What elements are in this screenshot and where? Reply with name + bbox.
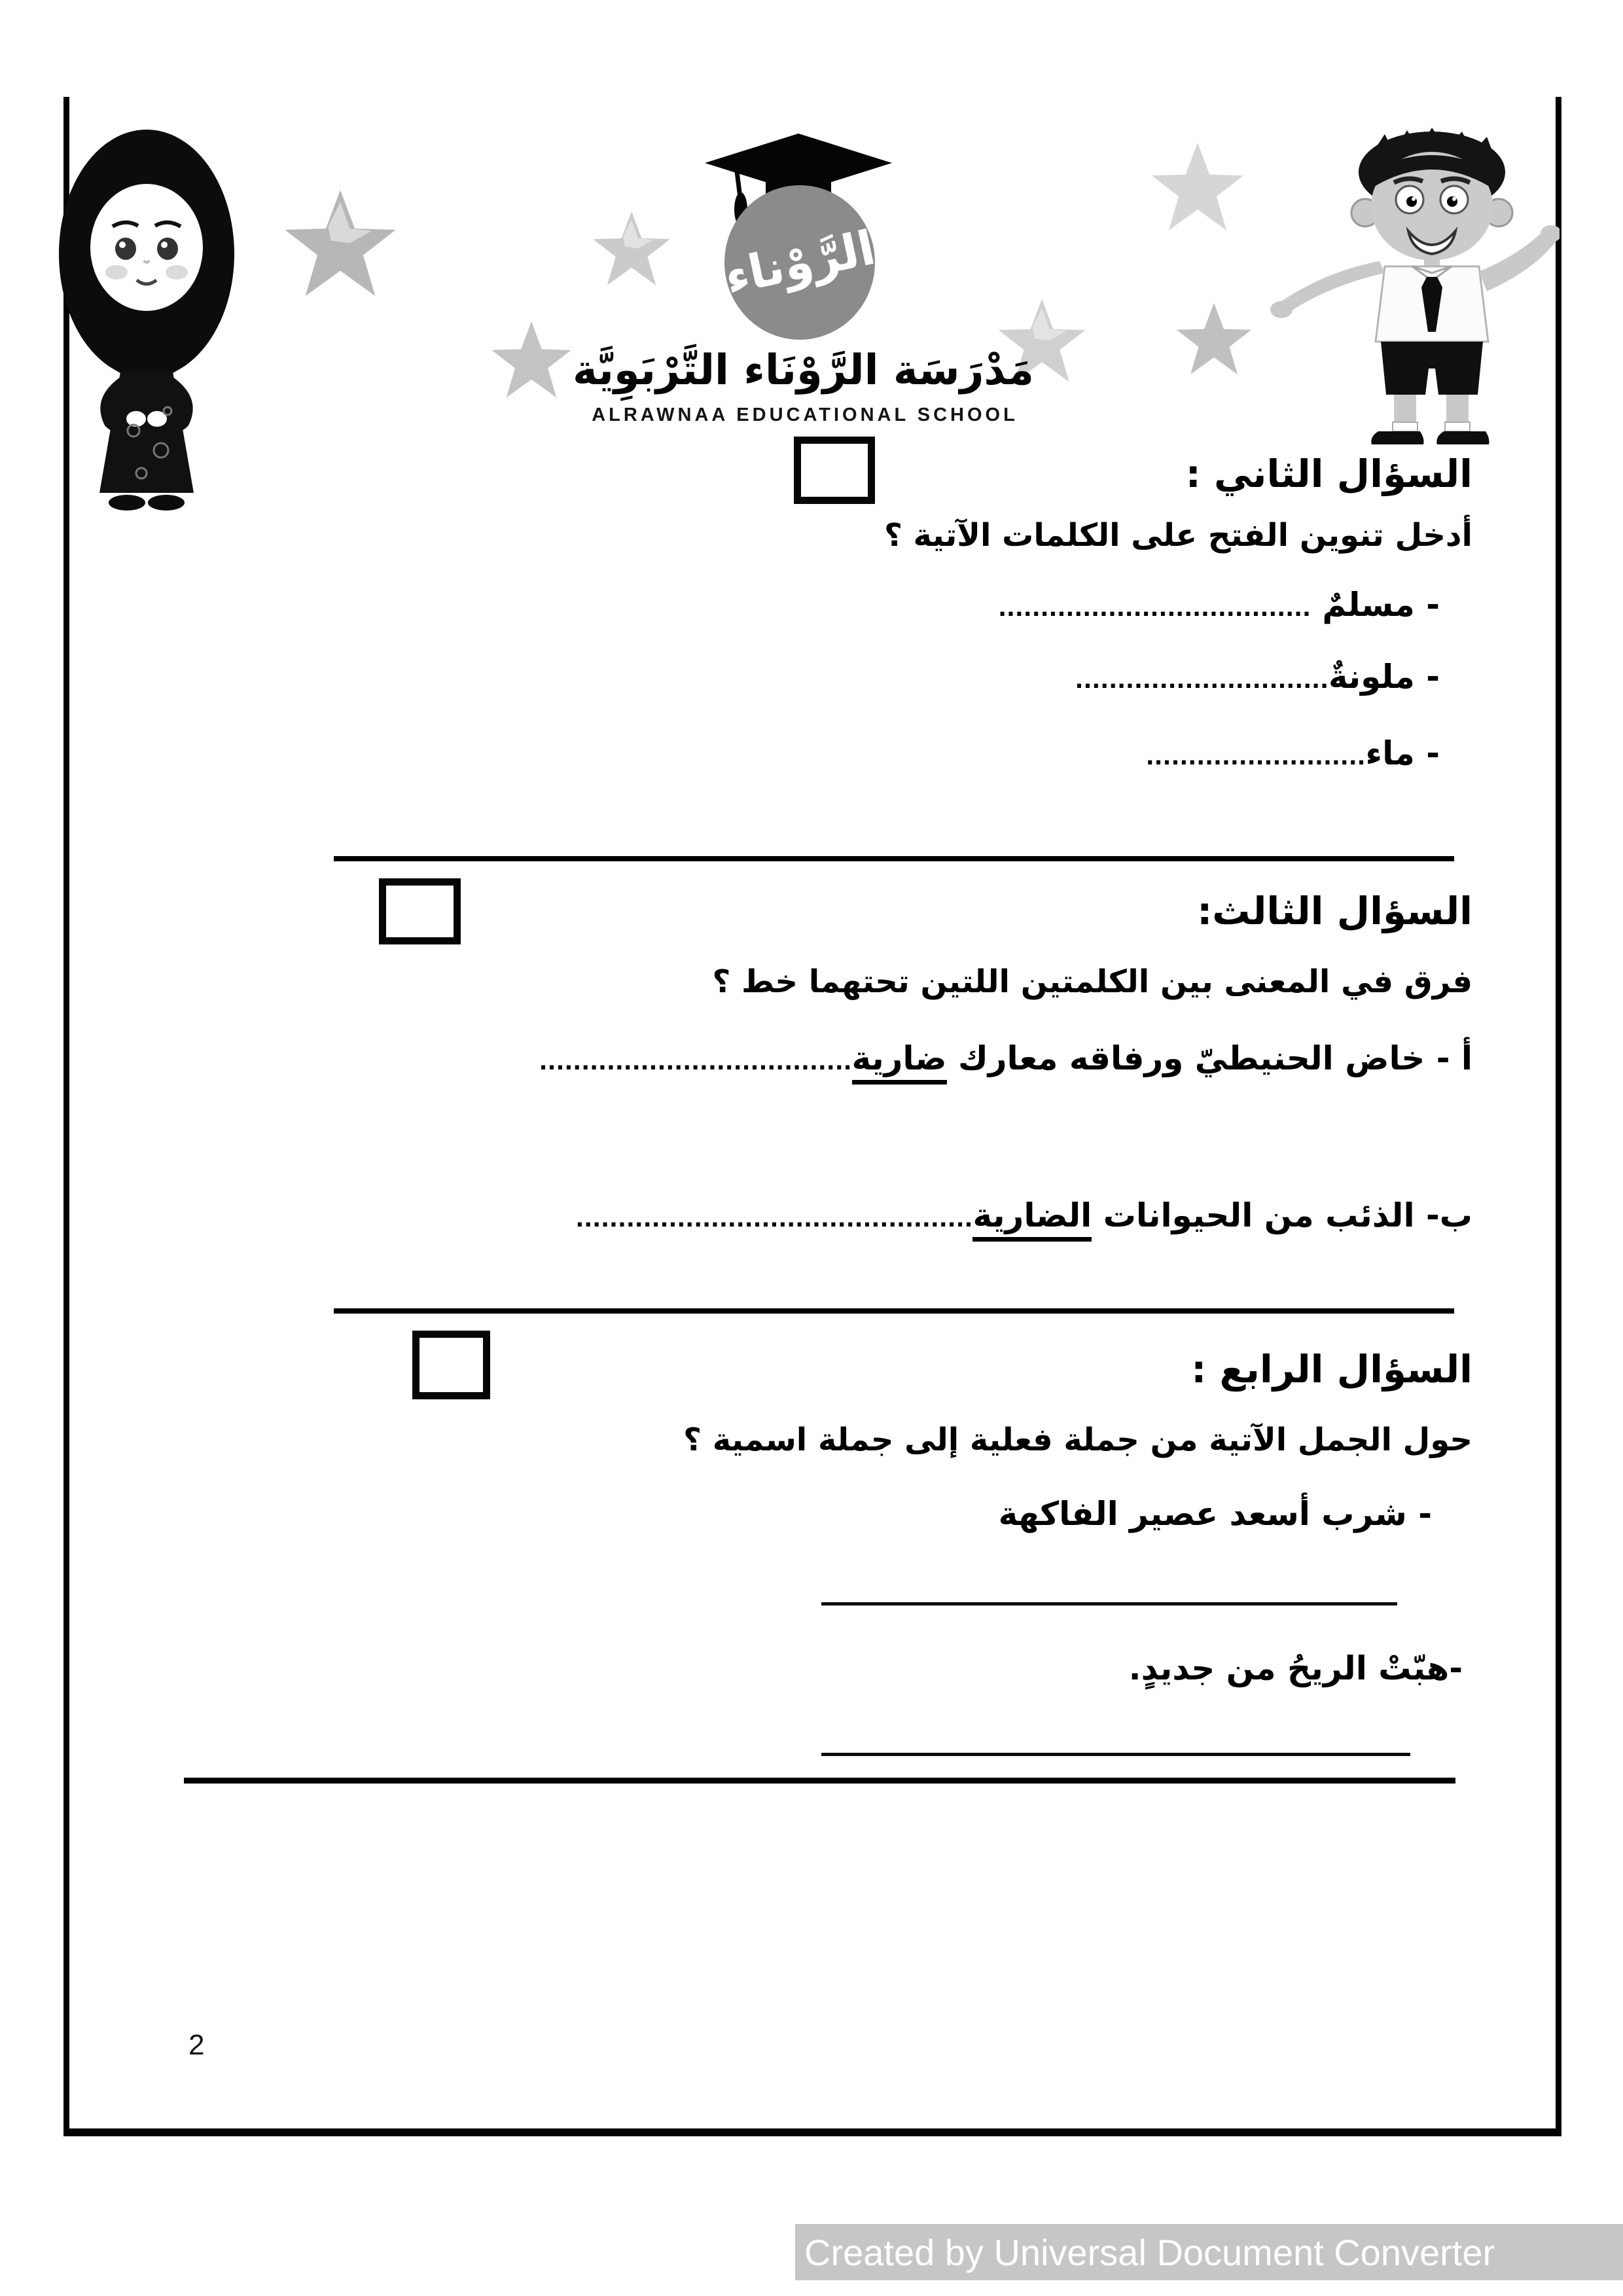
school-logo-monogram: الرَّوْناء — [719, 219, 880, 306]
q2-title: السؤال الثاني : — [1185, 452, 1472, 496]
page-number: 2 — [188, 2029, 205, 2061]
q4-sentence: -هبّتْ الريحُ من جديدٍ. — [1128, 1649, 1463, 1687]
school-name-latin: ALRAWNAA EDUCATIONAL SCHOOL — [592, 404, 1018, 425]
q2-item-row — [1146, 734, 1440, 772]
dotted-answer-line: ..................................... — [998, 596, 1311, 622]
answer-line — [821, 1602, 1397, 1605]
q3-item-underlined-word: ضارية — [852, 1039, 947, 1085]
star-icon — [590, 208, 673, 292]
q3-item-row — [539, 1039, 1472, 1077]
q3-item-underlined-word: الضارية — [972, 1196, 1092, 1242]
answer-checkbox-q2[interactable] — [794, 437, 875, 504]
section-divider — [334, 1308, 1454, 1314]
q4-prompt: حول الجمل الآتية من جملة فعلية إلى جملة اسمية ؟ — [683, 1422, 1472, 1458]
footer-watermark-band — [795, 2224, 1623, 2280]
answer-line — [821, 1753, 1410, 1756]
girl-student-illustration — [55, 123, 238, 516]
school-logo-circle — [719, 185, 880, 340]
dotted-answer-line: ............................................... — [575, 1206, 973, 1232]
dotted-answer-line: ..................................... — [539, 1049, 852, 1075]
q2-prompt: أدخل تنوين الفتح على الكلمات الآتية ؟ — [883, 517, 1472, 554]
q3-item-row — [575, 1196, 1472, 1234]
star-icon — [280, 185, 401, 306]
dotted-answer-line: .............................. — [1075, 668, 1329, 694]
q2-item-row — [1075, 658, 1440, 696]
q2-item-word: - ملونةٌ — [1329, 658, 1440, 696]
q3-item-lead: أ - خاض الحنيطيّ ورفاقه معارك — [946, 1039, 1472, 1077]
boy-student-illustration — [1216, 115, 1560, 452]
dotted-answer-line: .......................... — [1145, 744, 1366, 770]
q4-sentence: - شرب أسعد عصير الفاكهة — [998, 1495, 1432, 1533]
q3-title: السؤال الثالث: — [1197, 889, 1472, 933]
q4-title: السؤال الرابع : — [1191, 1347, 1472, 1391]
page-border-bottom — [63, 2128, 1561, 2136]
star-icon — [488, 318, 575, 404]
answer-checkbox-q3[interactable] — [379, 878, 461, 944]
section-divider — [334, 856, 1454, 861]
q3-item-lead: ب- الذئب من الحيوانات — [1092, 1196, 1472, 1234]
q3-prompt: فرق في المعنى بين الكلمتين اللتين تحتهما خط ؟ — [712, 963, 1472, 1000]
footer-watermark-text: Created by Universal Document Converter — [804, 2231, 1495, 2273]
bottom-rule — [184, 1778, 1455, 1784]
q2-item-word: - ماء — [1365, 734, 1440, 772]
q2-item-word: - مسلمٌ — [1310, 586, 1440, 624]
q2-item-row — [998, 586, 1440, 624]
answer-checkbox-q4[interactable] — [412, 1331, 490, 1399]
school-name-calligraphy: مَدْرَسَة الرَّوْنَاء التَّرْبَوِيَّة — [573, 346, 1034, 395]
